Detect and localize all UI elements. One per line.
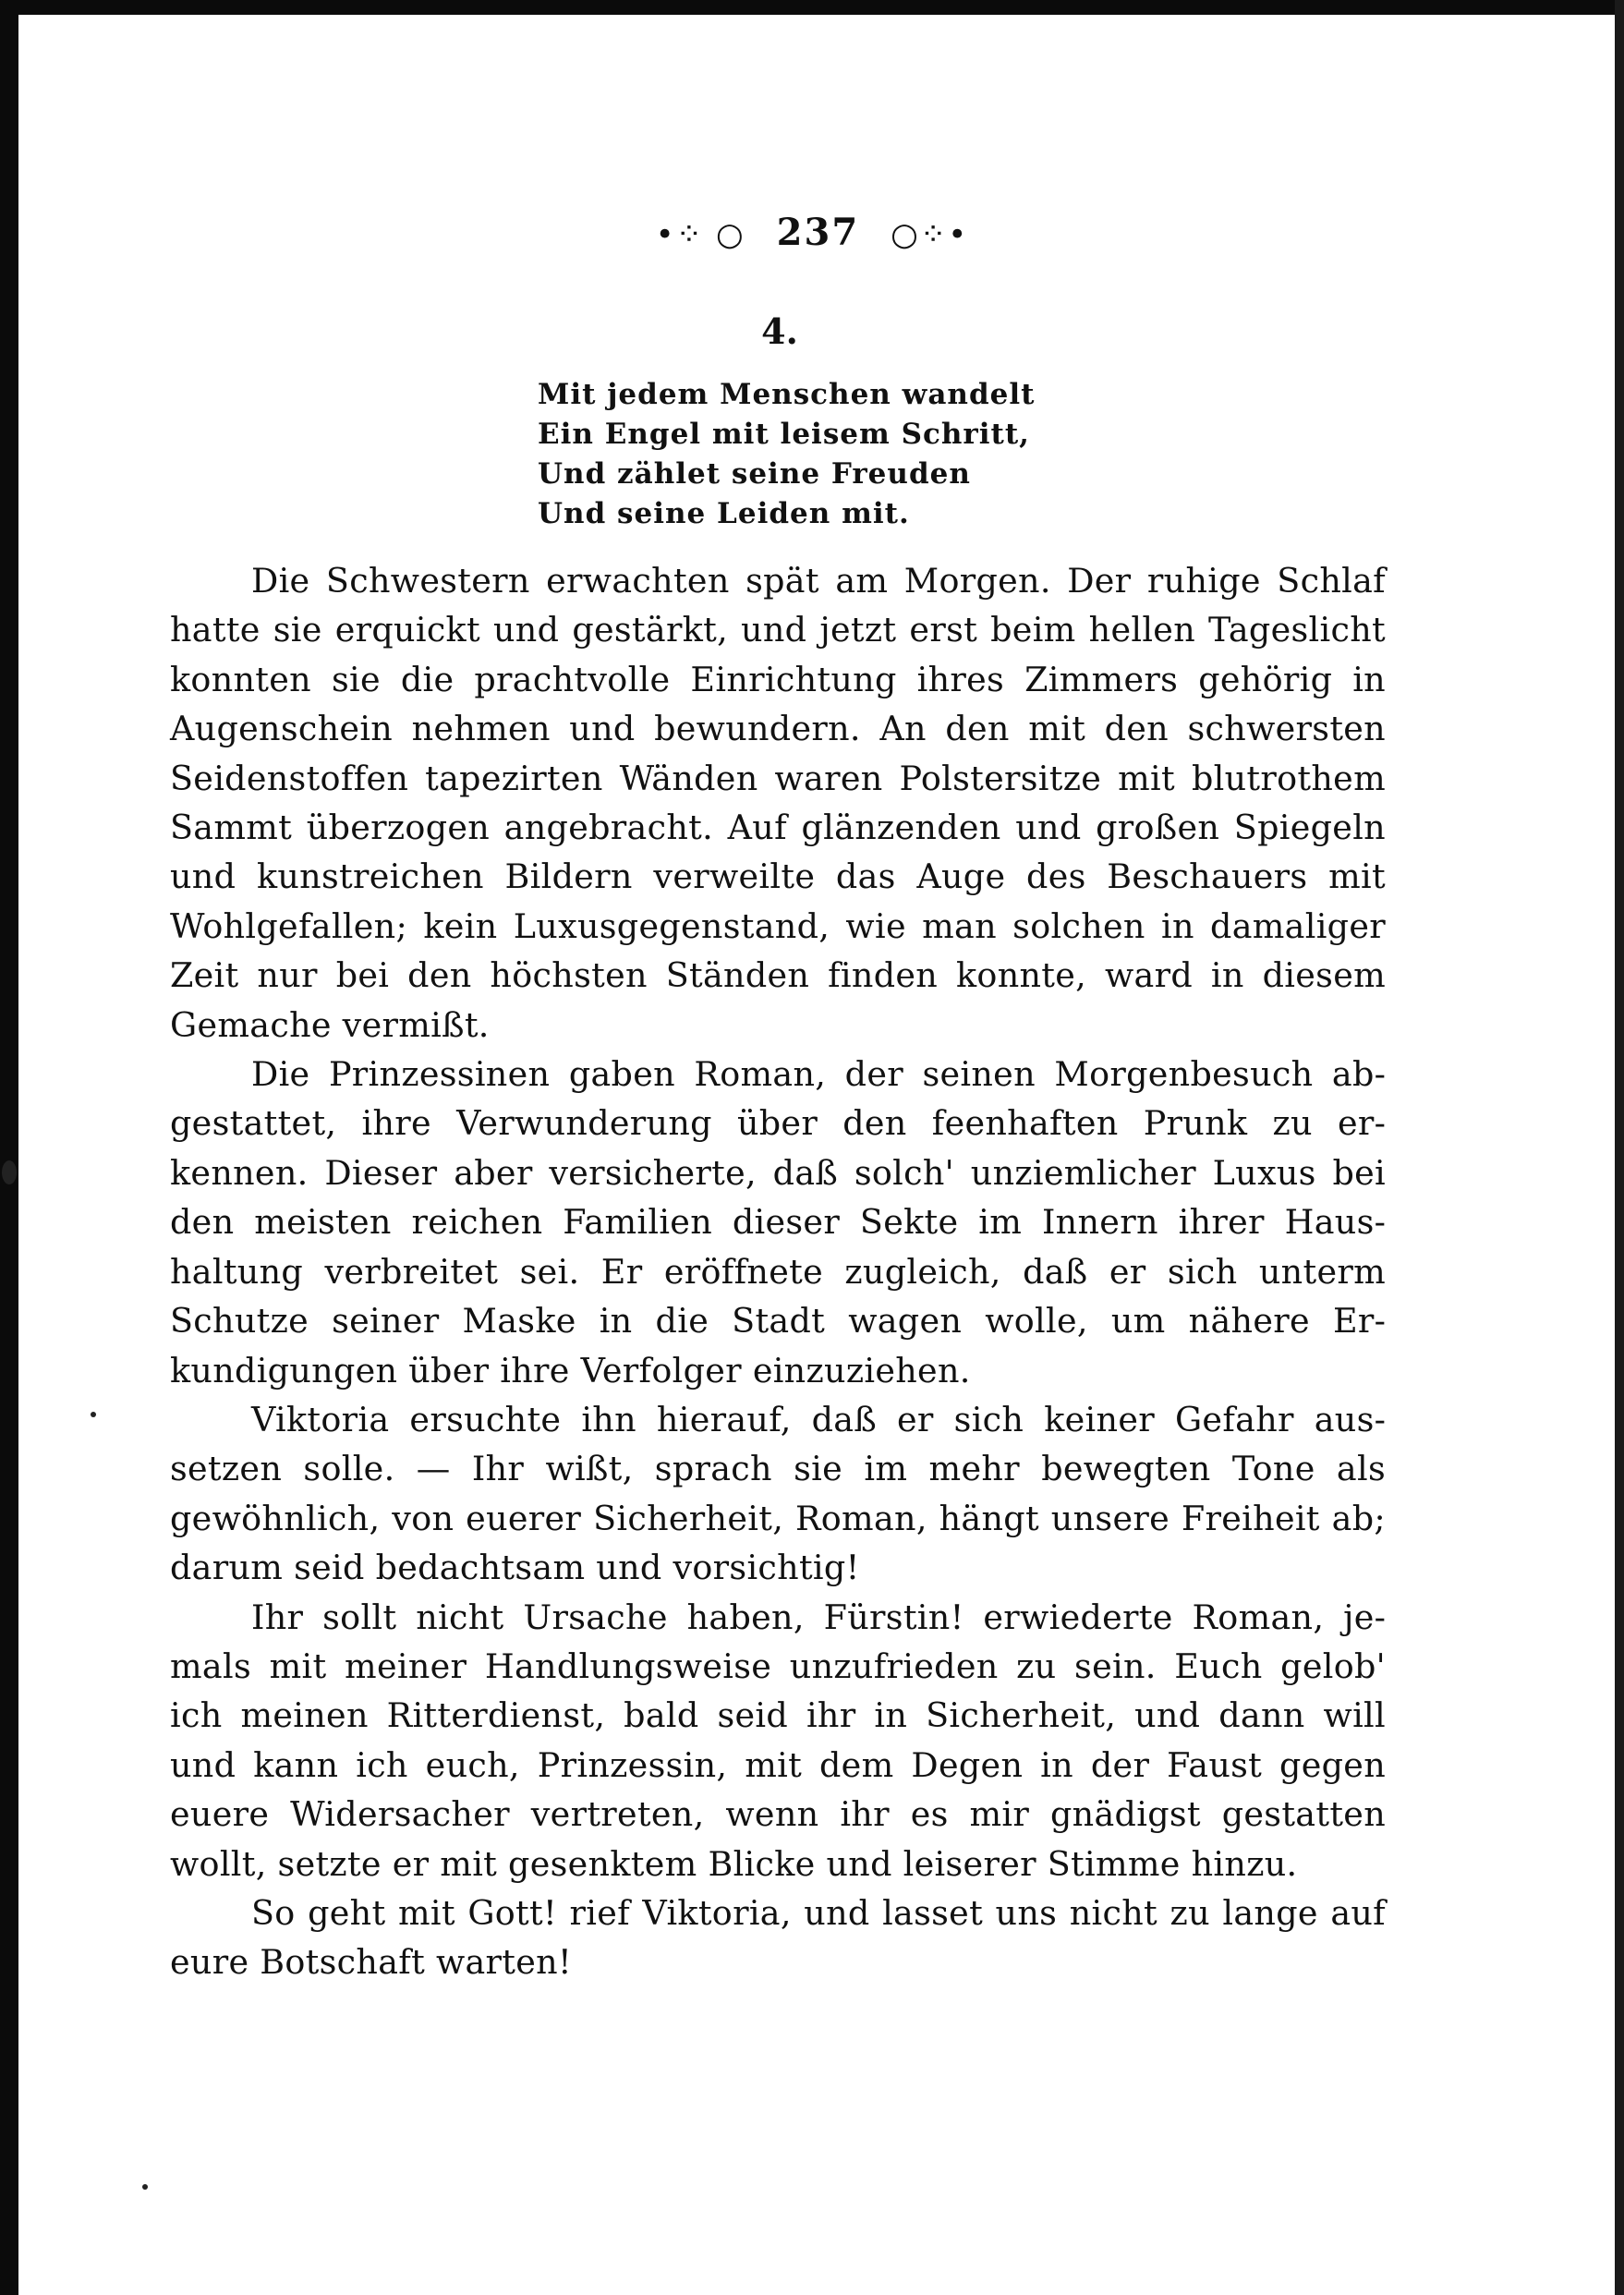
body-text xyxy=(170,556,1386,1987)
scan-speck xyxy=(142,2184,148,2190)
paragraph: Ihr sollt nicht Ursache haben, Fürstin! erwiederte Roman, jemals mit meiner Handlungsweise unzufrieden zu sein. Euch gelob' ich meinen Ritterdienst, bald seid ihr in Sicherheit, und dann will und kann ich euch, Prinzessin, mit dem Degen in der Faust gegen euere Widersacher vertreten, wenn ihr es mir gnädigst gestatten wollt, setzte er mit gesenktem Blicke und leiserer Stimme hinzu. xyxy=(170,1597,1386,1884)
page-number: 237 xyxy=(776,211,860,254)
scan-border-top xyxy=(0,0,1624,15)
paragraph: Die Prinzessinen gaben Roman, der seinen Morgenbesuch abgestattet, ihre Verwunderung über den feenhaften Prunk zu erkennen. Dieser aber versicherte, daß solch' unziemlicher Luxus bei den meisten reichen Familien dieser Sekte im Innern ihrer Haushaltung verbreitet sei. Er eröffnete zugleich, daß er sich unterm Schutze seiner Maske in die Stadt wagen wolle, um nähere Erkundigungen über ihre Verfolger einzuziehen. xyxy=(170,1054,1386,1390)
paragraph: Viktoria ersuchte ihn hierauf, daß er sich keiner Gefahr aussetzen solle. — Ihr wißt, sprach sie im mehr bewegten Tone als gewöhnlich, von euerer Sicherheit, Roman, hängt unsere Freiheit ab; darum seid bedachtsam und vorsichtig! xyxy=(170,1399,1386,1588)
scan-speck xyxy=(2,1160,17,1184)
epigraph-line: Und zählet seine Freuden xyxy=(538,457,971,491)
ornament-left-icon: •⁘ ○ xyxy=(655,216,745,253)
epigraph-line: Und seine Leiden mit. xyxy=(538,497,910,530)
paragraph: So geht mit Gott! rief Viktoria, und lasset uns nicht zu lange auf eure Botschaft warten! xyxy=(170,1892,1386,1983)
page-header xyxy=(0,211,1624,254)
paragraph: Die Schwestern erwachten spät am Morgen. Der ruhige Schlaf hatte sie erquickt und gestärkt, und jetzt erst beim hellen Tageslicht konnten sie die prachtvolle Einrichtung ihres Zimmers gehörig in Augenschein nehmen und bewundern. An den mit den schwersten Seidenstoffen tapezirten Wänden waren Polstersitze mit blutrothem Sammt überzogen angebracht. Auf glänzenden und großen Spiegeln und kunstreichen Bildern verweilte das Auge des Beschauers mit Wohlgefallen; kein Luxusgegenstand, wie man solchen in damaliger Zeit nur bei den höchsten Ständen finden konnte, ward in diesem Gemache vermißt. xyxy=(170,561,1386,1045)
scan-speck xyxy=(91,1412,96,1417)
epigraph-line: Ein Engel mit leisem Schritt, xyxy=(538,418,1030,451)
ornament-right-icon: ○⁘• xyxy=(891,216,969,253)
epigraph xyxy=(538,375,1203,534)
scan-border-right xyxy=(1615,0,1624,2295)
epigraph-line: Mit jedem Menschen wandelt xyxy=(538,378,1036,411)
section-number: 4. xyxy=(761,310,798,352)
